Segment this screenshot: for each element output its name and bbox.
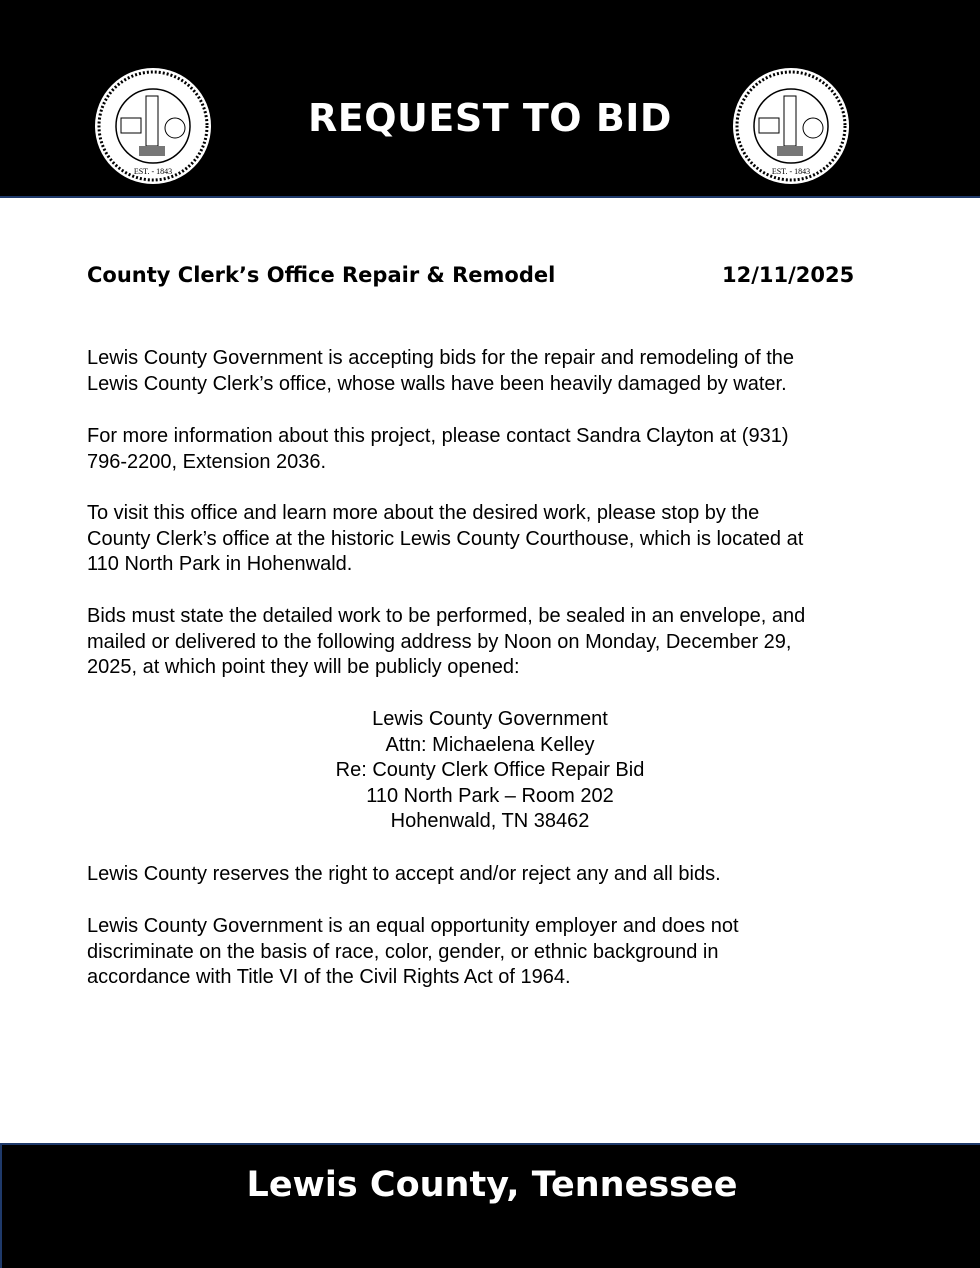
page-title: REQUEST TO BID xyxy=(308,96,672,140)
footer-title: Lewis County, Tennessee xyxy=(246,1165,738,1205)
paragraph-intro xyxy=(87,346,794,397)
text-line: Bids must state the detailed work to be performed, be sealed in an envelope, and xyxy=(87,605,806,627)
paragraph-contact xyxy=(87,424,788,475)
svg-text:EST. - 1843: EST. - 1843 xyxy=(133,167,173,176)
text-line: 110 North Park in Hohenwald. xyxy=(87,553,353,575)
text-line: County Clerk’s office at the historic Lewis County Courthouse, which is located at xyxy=(87,527,804,550)
text-line: mailed or delivered to the following address by Noon on Monday, December 29, xyxy=(87,630,792,653)
text-line: Lewis County reserves the right to accept and/or reject any and all bids. xyxy=(87,863,721,885)
text-line: Lewis County Government is an equal opportunity employer and does not xyxy=(87,915,739,937)
mailing-address xyxy=(0,707,980,835)
text-line: discriminate on the basis of race, color, gender, or ethnic background in xyxy=(87,940,719,963)
address-line: Lewis County Government xyxy=(372,708,608,730)
paragraph-equal-opportunity xyxy=(87,914,739,991)
address-line: Re: County Clerk Office Repair Bid xyxy=(335,759,645,781)
footer-banner xyxy=(0,1143,980,1268)
address-line: Attn: Michaelena Kelley xyxy=(385,733,595,756)
address-line: 110 North Park – Room 202 xyxy=(366,784,614,807)
notice-subject: County Clerk’s Office Repair & Remodel xyxy=(87,263,556,287)
header-banner xyxy=(0,0,980,198)
paragraph-bid-requirements xyxy=(87,604,805,681)
address-line: Hohenwald, TN 38462 xyxy=(390,810,590,832)
text-line: Lewis County Clerk’s office, whose walls have been heavily damaged by water. xyxy=(87,372,787,395)
paragraph-reservation xyxy=(87,862,721,888)
text-line: Lewis County Government is accepting bids for the repair and remodeling of the xyxy=(87,347,795,369)
county-seal-logo xyxy=(731,66,851,186)
paragraph-visit xyxy=(87,501,803,578)
text-line: 796-2200, Extension 2036. xyxy=(87,450,327,473)
text-line: 2025, at which point they will be publicly opened: xyxy=(87,656,520,678)
text-line: For more information about this project, please contact Sandra Clayton at (931) xyxy=(87,425,789,447)
notice-date: 12/11/2025 xyxy=(722,263,855,287)
svg-text:EST. - 1843: EST. - 1843 xyxy=(771,167,811,176)
text-line: accordance with Title VI of the Civil Rights Act of 1964. xyxy=(87,966,571,988)
text-line: To visit this office and learn more about the desired work, please stop by the xyxy=(87,502,760,524)
